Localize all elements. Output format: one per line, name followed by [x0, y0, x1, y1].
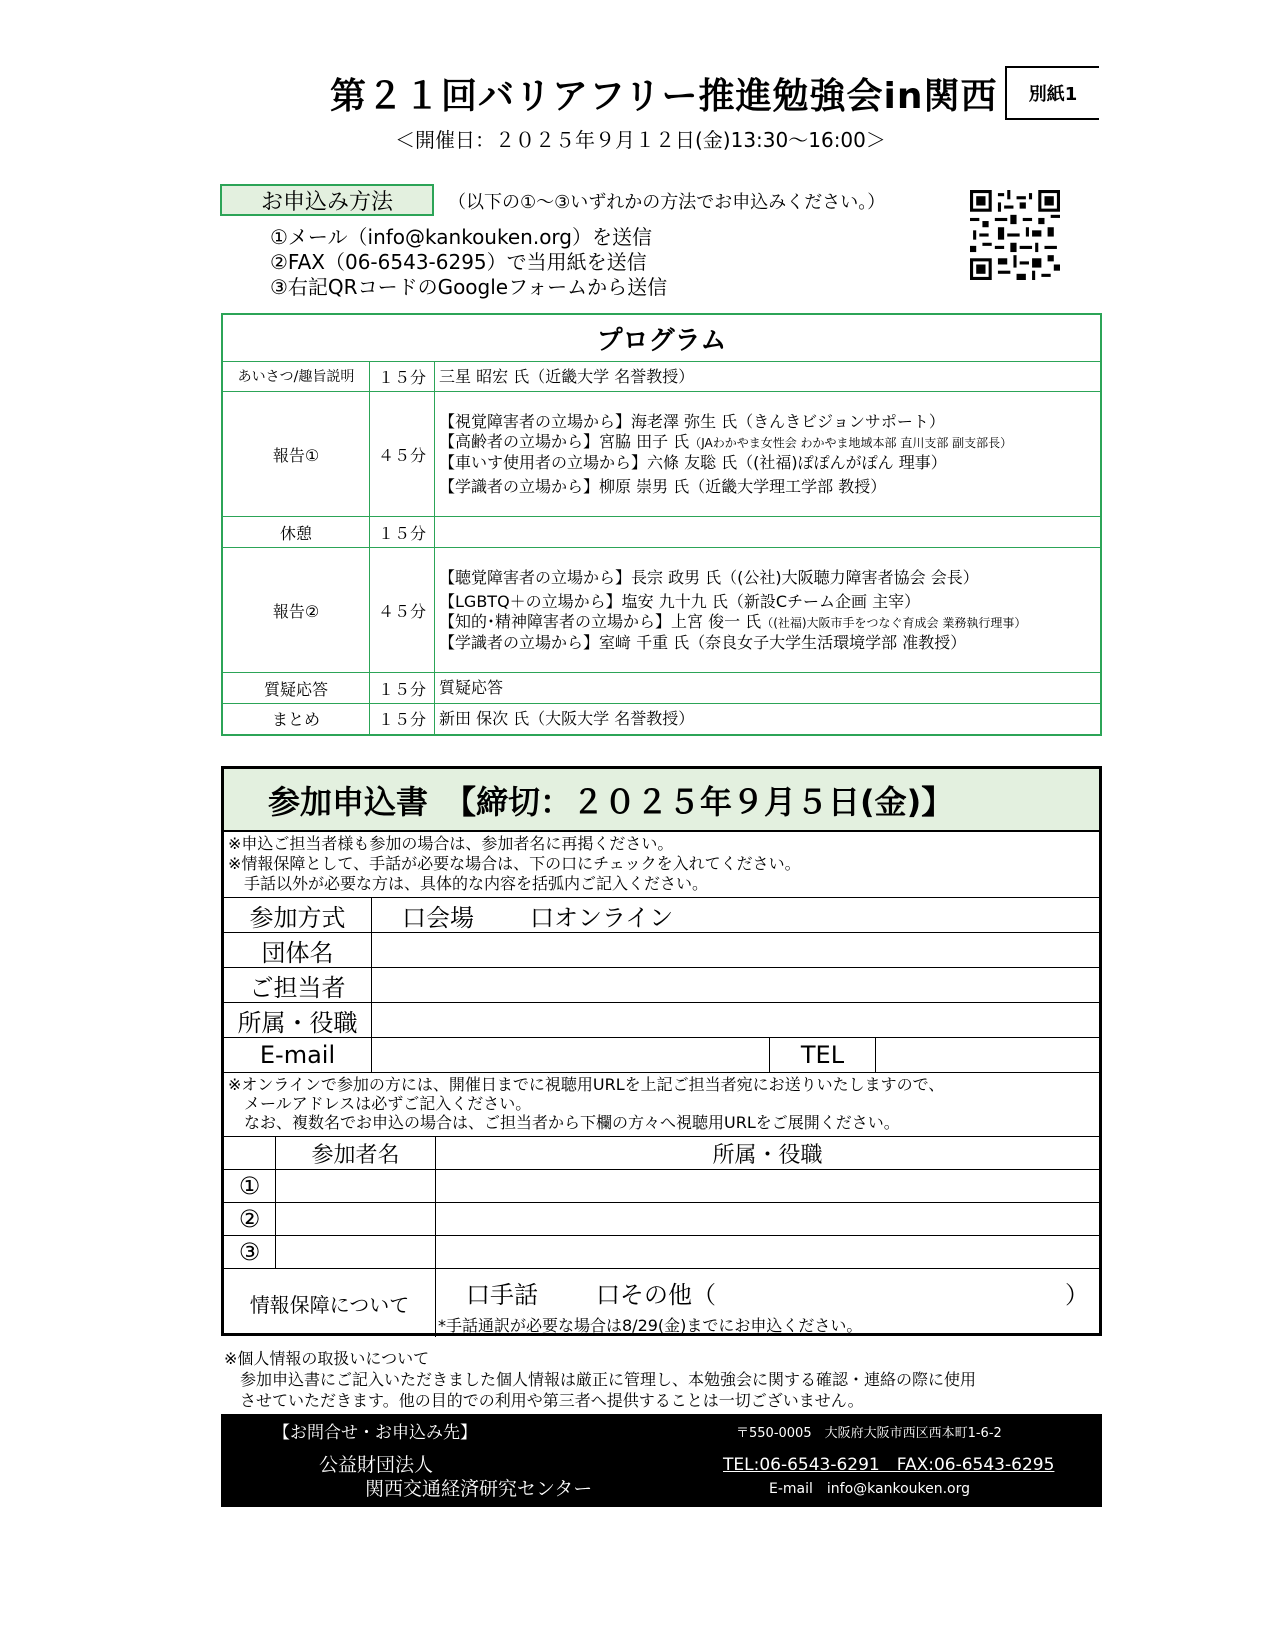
blank-cell	[224, 1137, 276, 1169]
sign-language-checkbox[interactable]: 口手話	[466, 1281, 538, 1309]
program-content	[435, 548, 1102, 673]
program-line: 【学識者の立場から】柳原 崇男 氏（近畿大学理工学部 教授）	[439, 476, 887, 496]
participant-number: ③	[224, 1236, 276, 1268]
program-line: 新田 保次 氏（大阪大学 名誉教授）	[439, 708, 695, 728]
participant-number: ②	[224, 1203, 276, 1235]
program-line: 三星 昭宏 氏（近畿大学 名誉教授）	[439, 366, 695, 386]
privacy-line: 参加申込書にご記入いただきました個人情報は厳正に管理し、本勉強会に関する確認・連絡の際に使用	[224, 1370, 977, 1389]
program-time: ４５分	[370, 548, 435, 673]
program-row	[222, 548, 1101, 673]
tel-field[interactable]	[876, 1038, 1099, 1072]
method-fax: ②FAX（06-6543-6295）で当用紙を送信	[270, 250, 647, 274]
qr-code-icon[interactable]	[970, 190, 1060, 280]
program-time: １５分	[370, 673, 435, 704]
program-label: 質疑応答	[222, 673, 370, 704]
contact-email[interactable]: E-mail info@kankouken.org	[769, 1481, 971, 1497]
program-time: １５分	[370, 517, 435, 548]
method-qr: ③右記QRコードのGoogleフォームから送信	[270, 275, 668, 299]
participant-affiliation-field[interactable]	[436, 1170, 1099, 1202]
contact-label: 【お問合せ・お申込み先】	[273, 1423, 477, 1443]
form-note-line: ※オンラインで参加の方には、開催日までに視聴用URLを上記ご担当者宛にお送りいたしますので、	[228, 1075, 945, 1094]
privacy-line: ※個人情報の取扱いについて	[224, 1349, 430, 1368]
email-field[interactable]	[372, 1038, 770, 1072]
program-line: 【聴覚障害者の立場から】長宗 政男 氏（(公社)大阪聴力障害者協会 会長）	[439, 567, 979, 587]
participant-row	[224, 1236, 1099, 1269]
participant-row	[224, 1203, 1099, 1236]
program-time: ４５分	[370, 392, 435, 517]
program-title: プログラム	[222, 314, 1101, 362]
privacy-line: させていただきます。他の目的での利用や第三者へ提供することは一切ございません。	[224, 1391, 864, 1410]
other-checkbox[interactable]: 口その他（	[596, 1281, 716, 1309]
contact-footer	[221, 1414, 1102, 1507]
privacy-notice	[224, 1348, 976, 1411]
other-close-paren: ）	[1065, 1281, 1089, 1309]
form-note-line: なお、複数名でお申込の場合は、ご担当者から下欄の方々へ視聴用URLをご展開ください。	[228, 1113, 900, 1132]
program-label: 報告①	[222, 392, 370, 517]
participant-name-field[interactable]	[276, 1170, 436, 1202]
application-form	[221, 766, 1102, 1336]
program-line: 【高齢者の立場から】宮脇 田子 氏（JAわかやま女性会 わかやま地域本部 直川支部 副支部長）	[439, 431, 1013, 451]
affiliation-header: 所属・役職	[712, 1142, 823, 1168]
program-row	[222, 704, 1101, 735]
org-type: 公益財団法人	[319, 1454, 434, 1476]
page-title: 第２１回バリアフリー推進勉強会in関西	[330, 76, 998, 117]
program-line: 【LGBTQ＋の立場から】塩安 九十九 氏（新設Cチーム企画 主宰）	[439, 591, 921, 611]
application-method-label: お申込み方法	[220, 184, 434, 216]
application-method-list	[270, 225, 667, 300]
program-line: 質疑応答	[439, 678, 504, 697]
method-email: ①メール（info@kankouken.org）を送信	[270, 225, 652, 249]
program-label: 休憩	[222, 517, 370, 548]
online-notes	[224, 1073, 1099, 1137]
program-line: 【視覚障害者の立場から】海老澤 弥生 氏（きんきビジョンサポート）	[439, 411, 945, 431]
participant-name-field[interactable]	[276, 1236, 436, 1268]
participant-name-field[interactable]	[276, 1203, 436, 1235]
participant-affiliation-field[interactable]	[436, 1203, 1099, 1235]
form-notes	[224, 832, 1099, 898]
participant-row	[224, 1170, 1099, 1203]
org-field[interactable]	[372, 933, 1099, 967]
participant-name-header: 参加者名	[276, 1137, 436, 1169]
program-line: 【学識者の立場から】室﨑 千重 氏（奈良女子大学生活環境学部 准教授）	[439, 632, 967, 652]
address: 〒550-0005 大阪府大阪市西区西本町1-6-2	[736, 1426, 1002, 1441]
event-date: ＜開催日：２０２５年９月１２日(金)13:30～16:00＞	[395, 128, 886, 152]
program-line: 【車いす使用者の立場から】六條 友聡 氏（(社福)ぽぽんがぽん 理事）	[439, 452, 947, 472]
dept-row	[224, 1003, 1099, 1038]
email-label: E-mail	[224, 1038, 372, 1072]
contact-label: ご担当者	[224, 968, 372, 1002]
participant-number: ①	[224, 1170, 276, 1202]
program-content	[435, 704, 1102, 735]
dept-field[interactable]	[372, 1003, 1099, 1037]
tel-fax: TEL:06-6543-6291 FAX:06-6543-6295	[723, 1455, 1055, 1475]
program-time: １５分	[370, 362, 435, 392]
program-row	[222, 362, 1101, 392]
dept-label: 所属・役職	[224, 1003, 372, 1037]
program-content	[435, 517, 1102, 548]
program-row	[222, 673, 1101, 704]
participation-method-row	[224, 898, 1099, 933]
org-name: 関西交通経済研究センター	[365, 1478, 593, 1500]
program-line: 【知的･精神障害者の立場から】上宮 俊一 氏（(社福)大阪市手をつなぐ育成会 業務執行理事）	[439, 611, 1027, 631]
org-label: 団体名	[224, 933, 372, 967]
program-label: あいさつ/趣旨説明	[222, 362, 370, 392]
program-content	[435, 362, 1102, 392]
program-table	[221, 313, 1102, 736]
program-label: まとめ	[222, 704, 370, 735]
program-content	[435, 392, 1102, 517]
contact-row	[224, 968, 1099, 1003]
online-checkbox[interactable]: 口オンライン	[530, 903, 674, 932]
info-support-row	[224, 1269, 1099, 1337]
info-support-label: 情報保障について	[224, 1269, 436, 1337]
venue-checkbox[interactable]: 口会場	[402, 903, 474, 932]
form-note-line: メールアドレスは必ずご記入ください。	[228, 1094, 532, 1113]
form-note-line: ※情報保障として、手話が必要な場合は、下の口にチェックを入れてください。	[228, 854, 801, 873]
email-row	[224, 1038, 1099, 1073]
program-row	[222, 517, 1101, 548]
program-row	[222, 392, 1101, 517]
participant-header-row	[224, 1137, 1099, 1170]
program-content	[435, 673, 1102, 704]
form-note-line: ※申込ご担当者様も参加の場合は、参加者名に再掲ください。	[228, 834, 674, 853]
participant-affiliation-field[interactable]	[436, 1236, 1099, 1268]
tel-label: TEL	[770, 1038, 876, 1072]
program-label: 報告②	[222, 548, 370, 673]
program-time: １５分	[370, 704, 435, 735]
participation-method-label: 参加方式	[224, 898, 372, 932]
contact-field[interactable]	[372, 968, 1099, 1002]
attachment-label: 別紙1	[1005, 66, 1099, 120]
form-heading: 参加申込書 【締切：２０２５年９月５日(金)】	[224, 769, 1099, 832]
application-method-note: （以下の①～③いずれかの方法でお申込みください。）	[448, 192, 886, 213]
sign-language-note: *手話通訳が必要な場合は8/29(金)までにお申込ください。	[438, 1316, 863, 1335]
form-note-line: 手話以外が必要な方は、具体的な内容を括弧内ご記入ください。	[228, 874, 709, 893]
org-row	[224, 933, 1099, 968]
